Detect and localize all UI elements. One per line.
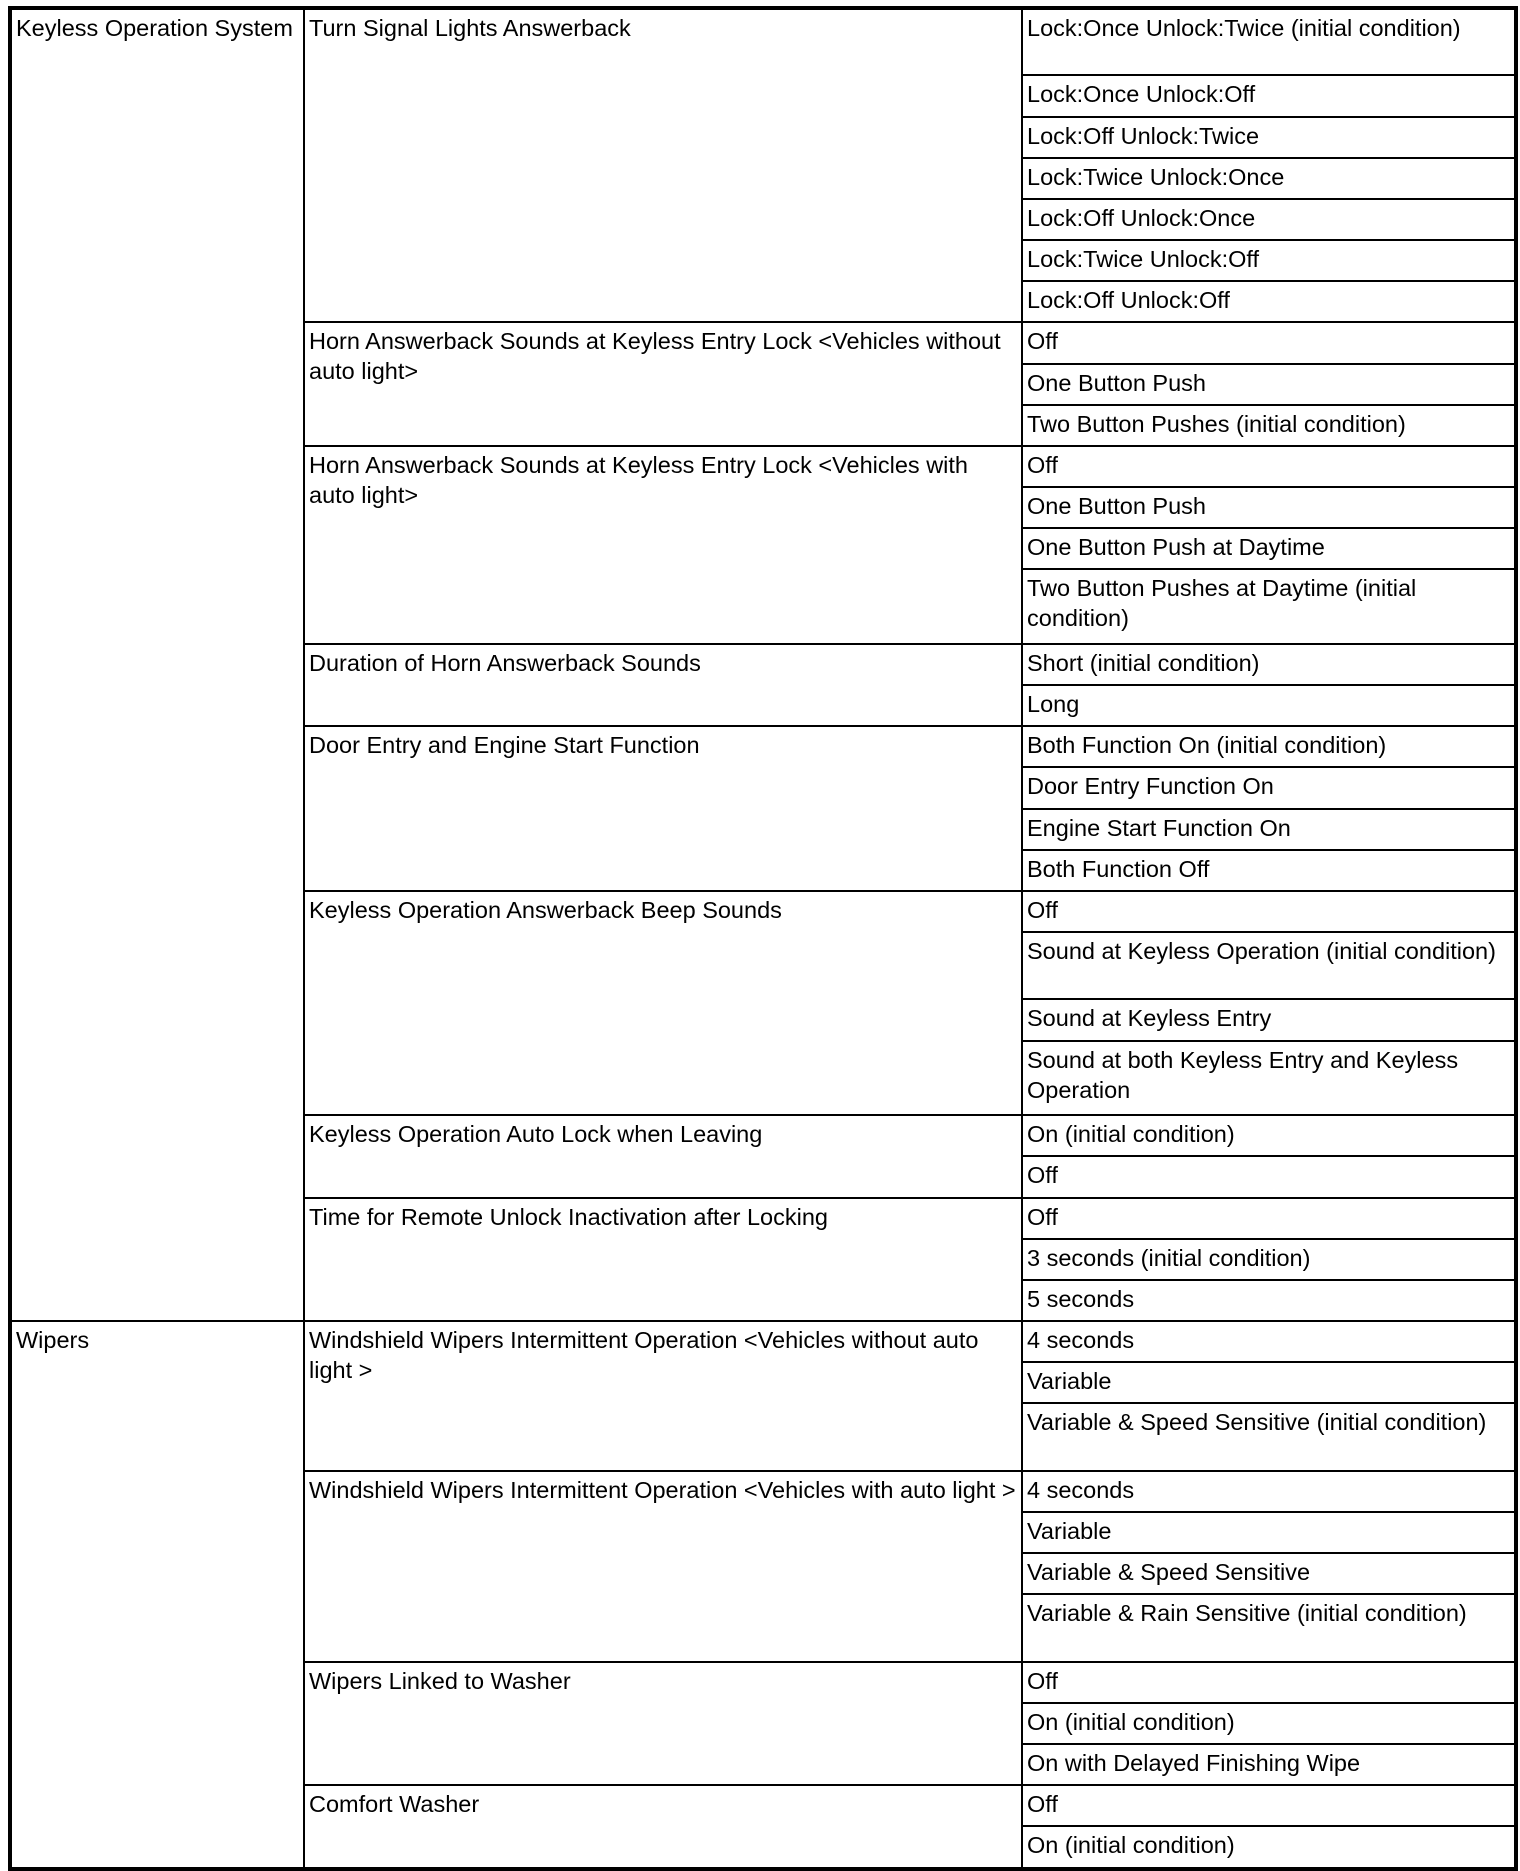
- feature-name: Keyless Operation Answerback Beep Sounds: [304, 891, 1022, 1115]
- option-value: Off: [1022, 1156, 1516, 1197]
- table-row: [10, 1321, 1516, 1362]
- option-value: Lock:Twice Unlock:Off: [1022, 240, 1516, 281]
- option-value: Sound at Keyless Operation (initial condition): [1022, 932, 1516, 999]
- option-value: On (initial condition): [1022, 1826, 1516, 1869]
- option-value: Variable: [1022, 1362, 1516, 1403]
- feature-name: Duration of Horn Answerback Sounds: [304, 644, 1022, 726]
- feature-name: Comfort Washer: [304, 1785, 1022, 1869]
- option-value: One Button Push at Daytime: [1022, 528, 1516, 569]
- table-row: [10, 8, 1516, 75]
- feature-name: Time for Remote Unlock Inactivation after Locking: [304, 1198, 1022, 1322]
- feature-name: Wipers Linked to Washer: [304, 1662, 1022, 1786]
- option-value: Lock:Off Unlock:Off: [1022, 281, 1516, 322]
- option-value: On (initial condition): [1022, 1703, 1516, 1744]
- feature-name: Windshield Wipers Intermittent Operation <Vehicles with auto light >: [304, 1471, 1022, 1662]
- option-value: Off: [1022, 446, 1516, 487]
- option-value: 3 seconds (initial condition): [1022, 1239, 1516, 1280]
- option-value: Variable & Speed Sensitive (initial condition): [1022, 1403, 1516, 1470]
- option-value: Sound at Keyless Entry: [1022, 999, 1516, 1040]
- feature-name: Horn Answerback Sounds at Keyless Entry Lock <Vehicles with auto light>: [304, 446, 1022, 644]
- feature-name: Keyless Operation Auto Lock when Leaving: [304, 1115, 1022, 1197]
- feature-name: Turn Signal Lights Answerback: [304, 8, 1022, 322]
- option-value: 4 seconds: [1022, 1471, 1516, 1512]
- option-value: One Button Push: [1022, 487, 1516, 528]
- feature-name: Windshield Wipers Intermittent Operation <Vehicles without auto light >: [304, 1321, 1022, 1471]
- option-value: One Button Push: [1022, 364, 1516, 405]
- option-value: Two Button Pushes at Daytime (initial condition): [1022, 569, 1516, 644]
- option-value: 4 seconds: [1022, 1321, 1516, 1362]
- category-wipers: Wipers: [10, 1321, 304, 1869]
- option-value: Sound at both Keyless Entry and Keyless Operation: [1022, 1041, 1516, 1116]
- customization-table: [8, 6, 1518, 1871]
- option-value: Off: [1022, 1662, 1516, 1703]
- option-value: Short (initial condition): [1022, 644, 1516, 685]
- option-value: On with Delayed Finishing Wipe: [1022, 1744, 1516, 1785]
- option-value: Both Function Off: [1022, 850, 1516, 891]
- option-value: On (initial condition): [1022, 1115, 1516, 1156]
- option-value: Variable: [1022, 1512, 1516, 1553]
- option-value: Lock:Once Unlock:Twice (initial condition): [1022, 8, 1516, 75]
- table-body: [10, 8, 1516, 1869]
- feature-name: Horn Answerback Sounds at Keyless Entry Lock <Vehicles without auto light>: [304, 322, 1022, 446]
- option-value: Lock:Off Unlock:Twice: [1022, 117, 1516, 158]
- option-value: Long: [1022, 685, 1516, 726]
- option-value: Off: [1022, 891, 1516, 932]
- option-value: Variable & Speed Sensitive: [1022, 1553, 1516, 1594]
- category-keyless-operation-system: Keyless Operation System: [10, 8, 304, 1321]
- option-value: 5 seconds: [1022, 1280, 1516, 1321]
- option-value: Door Entry Function On: [1022, 767, 1516, 808]
- feature-name: Door Entry and Engine Start Function: [304, 726, 1022, 891]
- option-value: Two Button Pushes (initial condition): [1022, 405, 1516, 446]
- option-value: Both Function On (initial condition): [1022, 726, 1516, 767]
- option-value: Off: [1022, 1785, 1516, 1826]
- option-value: Lock:Once Unlock:Off: [1022, 75, 1516, 116]
- option-value: Off: [1022, 1198, 1516, 1239]
- option-value: Engine Start Function On: [1022, 809, 1516, 850]
- option-value: Lock:Off Unlock:Once: [1022, 199, 1516, 240]
- option-value: Variable & Rain Sensitive (initial condition): [1022, 1594, 1516, 1661]
- option-value: Lock:Twice Unlock:Once: [1022, 158, 1516, 199]
- option-value: Off: [1022, 322, 1516, 363]
